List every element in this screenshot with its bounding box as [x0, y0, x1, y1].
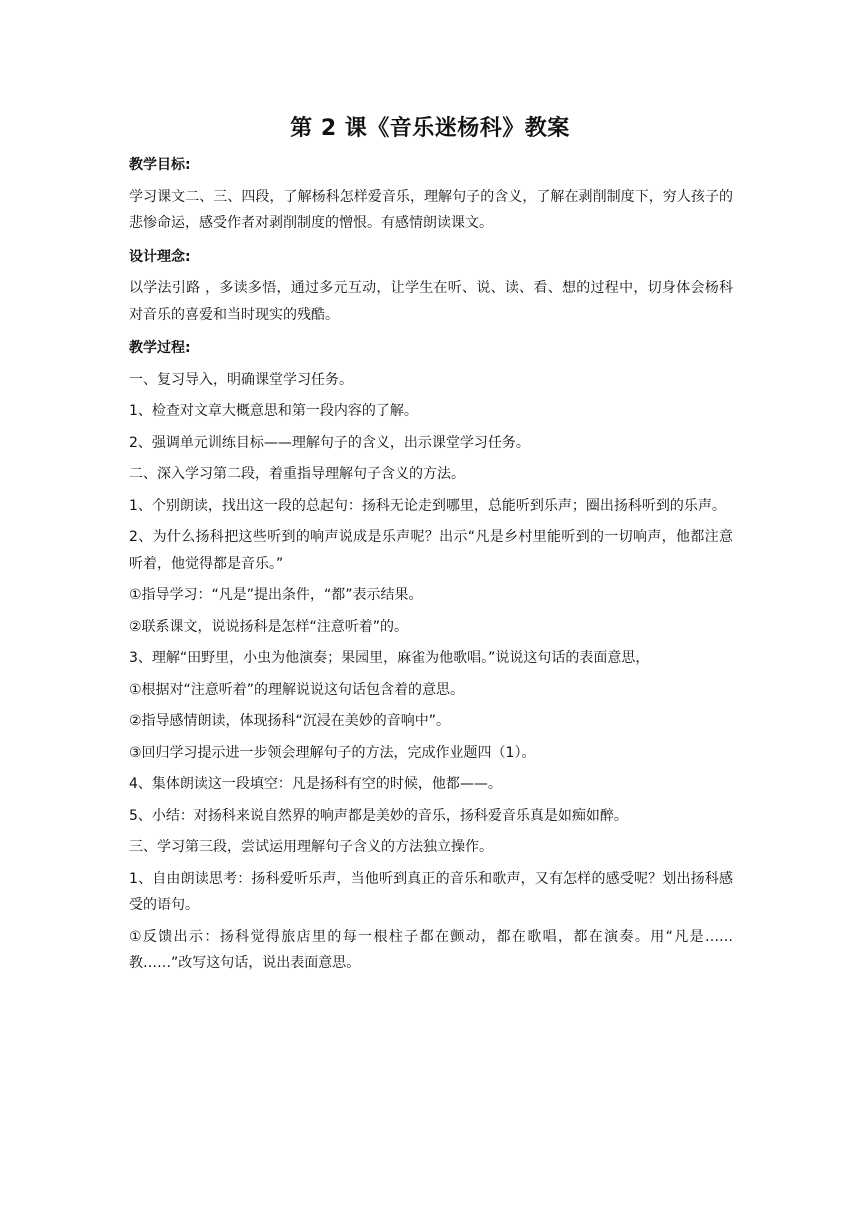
document-body — [129, 152, 733, 977]
process-item: 1、检查对文章大概意思和第一段内容的了解。 — [129, 403, 418, 419]
goal-heading: 教学目标: — [129, 157, 191, 173]
process-item: ②指导感情朗读，体现扬科“沉浸在美妙的音响中”。 — [129, 713, 451, 729]
process-item: 3、理解“田野里，小虫为他演奏；果园里，麻雀为他歌唱。”说说这句话的表面意思， — [129, 650, 650, 666]
process-item: 2、为什么扬科把这些听到的响声说成是乐声呢？出示“凡是乡村里能听到的一切响声，他都注意听着，他觉得都是音乐。” — [129, 529, 733, 572]
process-item: 1、个别朗读，找出这一段的总起句：扬科无论走到哪里，总能听到乐声；圈出扬科听到的乐声。 — [129, 497, 726, 514]
process-item: 2、强调单元训练目标——理解句子的含义，出示课堂学习任务。 — [129, 434, 530, 451]
process-item: 二、深入学习第二段，着重指导理解句子含义的方法。 — [129, 466, 465, 482]
process-item: ①反馈出示：扬科觉得旅店里的每一根柱子都在颤动，都在歌唱，都在演奏。用“凡是……教……”改写这句话，说出表面意思。 — [129, 928, 733, 971]
process-item: ①根据对“注意听着”的理解说说这句话包含着的意思。 — [129, 681, 465, 698]
process-item: 5、小结：对扬科来说自然界的响声都是美妙的音乐，扬科爱音乐真是如痴如醉。 — [129, 807, 628, 824]
process-item: 4、集体朗读这一段填空：凡是扬科有空的时候，他都——。 — [129, 776, 502, 792]
process-item: ①指导学习：“凡是”提出条件，“都”表示结果。 — [129, 587, 423, 603]
process-item: ③回归学习提示进一步领会理解句子的方法，完成作业题四（1）。 — [129, 744, 536, 761]
document-title: 第 2 课《音乐迷杨科》教案 — [290, 116, 570, 141]
goal-text: 学习课文二、三、四段，了解杨科怎样爱音乐，理解句子的含义，了解在剥削制度下，穷人孩子的悲惨命运，感受作者对剥削制度的憎恨。有感情朗读课文。 — [129, 188, 733, 231]
concept-text: 以学法引路 ，多读多悟，通过多元互动，让学生在听、说、读、看、想的过程中，切身体会杨科对音乐的喜爱和当时现实的残酷。 — [129, 280, 733, 323]
concept-heading: 设计理念: — [129, 248, 191, 265]
process-item: 三、学习第三段，尝试运用理解句子含义的方法独立操作。 — [129, 839, 493, 855]
process-item: 一、复习导入，明确课堂学习任务。 — [129, 371, 353, 388]
process-heading: 教学过程: — [129, 340, 191, 356]
process-item: 1、自由朗读思考：扬科爱听乐声，当他听到真正的音乐和歌声，又有怎样的感受呢？划出扬科感受的语句。 — [129, 870, 733, 913]
process-item: ②联系课文，说说扬科是怎样“注意听着”的。 — [129, 618, 409, 635]
